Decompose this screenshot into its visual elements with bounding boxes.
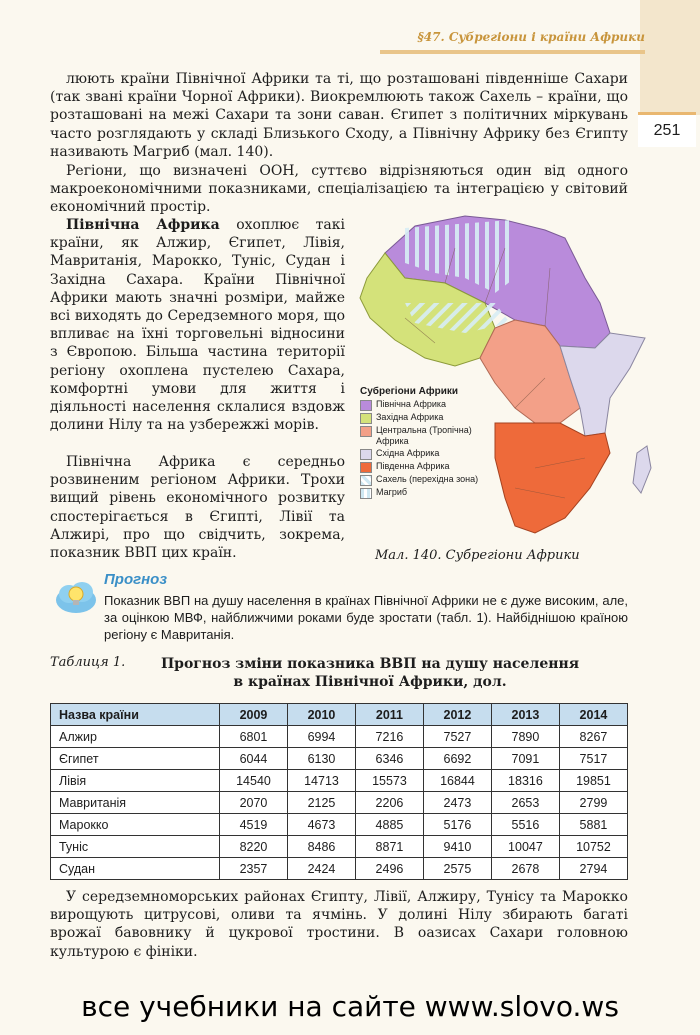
table-cell: 2357 (220, 858, 288, 880)
table-cell: Судан (51, 858, 220, 880)
table-cell: 7517 (559, 748, 627, 770)
table-cell: 5176 (423, 814, 491, 836)
paragraph-north-africa (50, 216, 345, 434)
page-number: 251 (638, 112, 696, 147)
table-row (51, 836, 628, 858)
table-cell: Алжир (51, 726, 220, 748)
table-cell: 2424 (287, 858, 355, 880)
table-cell: 14540 (220, 770, 288, 792)
table-header-row (51, 704, 628, 726)
legend-item-sahel (360, 474, 480, 486)
column-header: 2012 (423, 704, 491, 726)
table-cell: 2125 (287, 792, 355, 814)
swatch-east (360, 449, 372, 460)
table-cell: Лівія (51, 770, 220, 792)
table-row (51, 858, 628, 880)
legend-item-central (360, 425, 480, 447)
footer-watermark-text: все учебники на сайте www.slovo.ws (81, 990, 619, 1023)
cloud-lightbulb-icon (54, 576, 98, 616)
map-legend (360, 386, 480, 500)
table-cell: Марокко (51, 814, 220, 836)
legend-label: Центральна (Тропічна) Африка (376, 425, 472, 446)
legend-item-north (360, 399, 480, 411)
legend-item-west (360, 412, 480, 424)
table-cell: 7091 (491, 748, 559, 770)
table-cell: Єгипет (51, 748, 220, 770)
table-cell: 2575 (423, 858, 491, 880)
table-cell: 2473 (423, 792, 491, 814)
legend-label: Південна Африка (376, 461, 450, 471)
table-title-line1: Прогноз зміни показника ВВП на душу населення (160, 656, 580, 672)
legend-title: Субрегіони Африки (360, 386, 459, 397)
table-cell: 6692 (423, 748, 491, 770)
figure-caption: Мал. 140. Субрегіони Африки (375, 548, 580, 563)
forecast-text: Показник ВВП на душу населення в країнах Північної Африки не є дуже високим, але, за оцінкою МВФ, найближчими роками буде зростати (табл. 1). Найбіднішою країною регіону є Мавританія. (104, 593, 628, 642)
paragraph-development: Північна Африка є середньо розвиненим регіоном Африки. Трохи вищий рівень економічного розвитку спостерігається в Єгипті, Лівії та Алжирі, про що свідчить, зокрема, показник ВВП цих країн. (50, 454, 345, 562)
table-cell: 2678 (491, 858, 559, 880)
column-header: 2010 (287, 704, 355, 726)
table-cell: 5881 (559, 814, 627, 836)
legend-item-maghreb (360, 487, 480, 499)
table-row (51, 726, 628, 748)
southern-africa-region (495, 423, 610, 533)
table-cell: 7216 (355, 726, 423, 748)
table-cell: 18316 (491, 770, 559, 792)
swatch-south (360, 462, 372, 473)
swatch-sahel (360, 475, 372, 486)
table-cell: 4519 (220, 814, 288, 836)
table-cell: 4673 (287, 814, 355, 836)
legend-label: Східна Африка (376, 448, 440, 458)
column-header: 2011 (355, 704, 423, 726)
swatch-maghreb (360, 488, 372, 499)
table-cell: 2799 (559, 792, 627, 814)
paragraph-agriculture: У середземноморських районах Єгипту, Лівії, Алжиру, Тунісу та Марокко вирощують цитрусові, оливи та ячмінь. У долині Нілу збирають багаті врожаї бавовнику й цукрової тростини. В оазисах Сахари головною культурою є фініки. (50, 889, 628, 960)
legend-label: Сахель (перехідна зона) (376, 474, 479, 484)
term-north-africa: Північна Африка (66, 217, 220, 233)
legend-item-south (360, 461, 480, 473)
legend-label: Північна Африка (376, 399, 447, 409)
column-header: Назва країни (51, 704, 220, 726)
table-row (51, 748, 628, 770)
paragraph-north-africa-text: охоплює такі країни, як Алжир, Єгипет, Лівія, Мавританія, Марокко, Туніс, Судан і Західна Сахара. Країни Північної Африки мають значні розміри, майже всі виходять до Середземного моря, що впливає на їхні торговельні відносини з Європою. Більша частина території регіону охоплена пустелею Сахара, комфортні умови для життя і діяльності населення склалися вздовж долини Нілу та на узбережжі морів. (50, 217, 346, 434)
table-cell: 5516 (491, 814, 559, 836)
gdp-forecast-table (50, 703, 628, 880)
column-header: 2014 (559, 704, 627, 726)
forecast-title: Прогноз (104, 571, 167, 588)
table-cell: 10047 (491, 836, 559, 858)
legend-label: Західна Африка (376, 412, 444, 422)
table-cell: 6346 (355, 748, 423, 770)
table-cell: 7890 (491, 726, 559, 748)
table-cell: 19851 (559, 770, 627, 792)
madagascar-island (633, 446, 651, 493)
table-cell: 15573 (355, 770, 423, 792)
table-cell: 8220 (220, 836, 288, 858)
table-cell: 6801 (220, 726, 288, 748)
table-cell: 14713 (287, 770, 355, 792)
table-title-line2: в країнах Північної Африки, дол. (233, 674, 507, 690)
column-header: 2009 (220, 704, 288, 726)
table-cell: 2794 (559, 858, 627, 880)
table-cell: 8267 (559, 726, 627, 748)
table-row (51, 792, 628, 814)
paragraph-un-regions: Регіони, що визначені ООН, суттєво відрізняються один від одного макроекономічними показниками, спеціалізацією та інтеграцією у світовий економічний простір. (50, 163, 628, 216)
swatch-north (360, 400, 372, 411)
paragraph-intro: люють країни Північної Африки та ті, що розташовані південніше Сахари (так звані країни Чорної Африки). Виокремлюють також Сахель – країни, що розташовані на межі Сахари та зони саван. Єгипет з політичних міркувань часто розглядають у складі Близького Сходу, а Північну Африку без Єгипту називають Магриб (мал. 140). (50, 71, 628, 160)
table-cell: 2496 (355, 858, 423, 880)
east-africa-region (560, 333, 645, 436)
running-head: §47. Субрегіони і країни Африки (417, 30, 645, 44)
header-rule (380, 50, 645, 54)
swatch-west (360, 413, 372, 424)
header-band (640, 0, 700, 115)
table-cell: 2653 (491, 792, 559, 814)
table-label: Таблиця 1. (50, 655, 126, 670)
table-cell: 10752 (559, 836, 627, 858)
table-cell: 9410 (423, 836, 491, 858)
legend-item-east (360, 448, 480, 460)
column-header: 2013 (491, 704, 559, 726)
table-cell: Мавританія (51, 792, 220, 814)
table-cell: 6994 (287, 726, 355, 748)
table-cell: 2070 (220, 792, 288, 814)
swatch-central (360, 426, 372, 437)
table-cell: 2206 (355, 792, 423, 814)
table-cell: 4885 (355, 814, 423, 836)
table-row (51, 770, 628, 792)
table-cell: 16844 (423, 770, 491, 792)
table-row (51, 814, 628, 836)
table-cell: 8486 (287, 836, 355, 858)
table-cell: 8871 (355, 836, 423, 858)
table-title (155, 655, 585, 691)
legend-label: Магриб (376, 487, 408, 497)
table-cell: 6044 (220, 748, 288, 770)
table-cell: Туніс (51, 836, 220, 858)
table-cell: 6130 (287, 748, 355, 770)
table-cell: 7527 (423, 726, 491, 748)
